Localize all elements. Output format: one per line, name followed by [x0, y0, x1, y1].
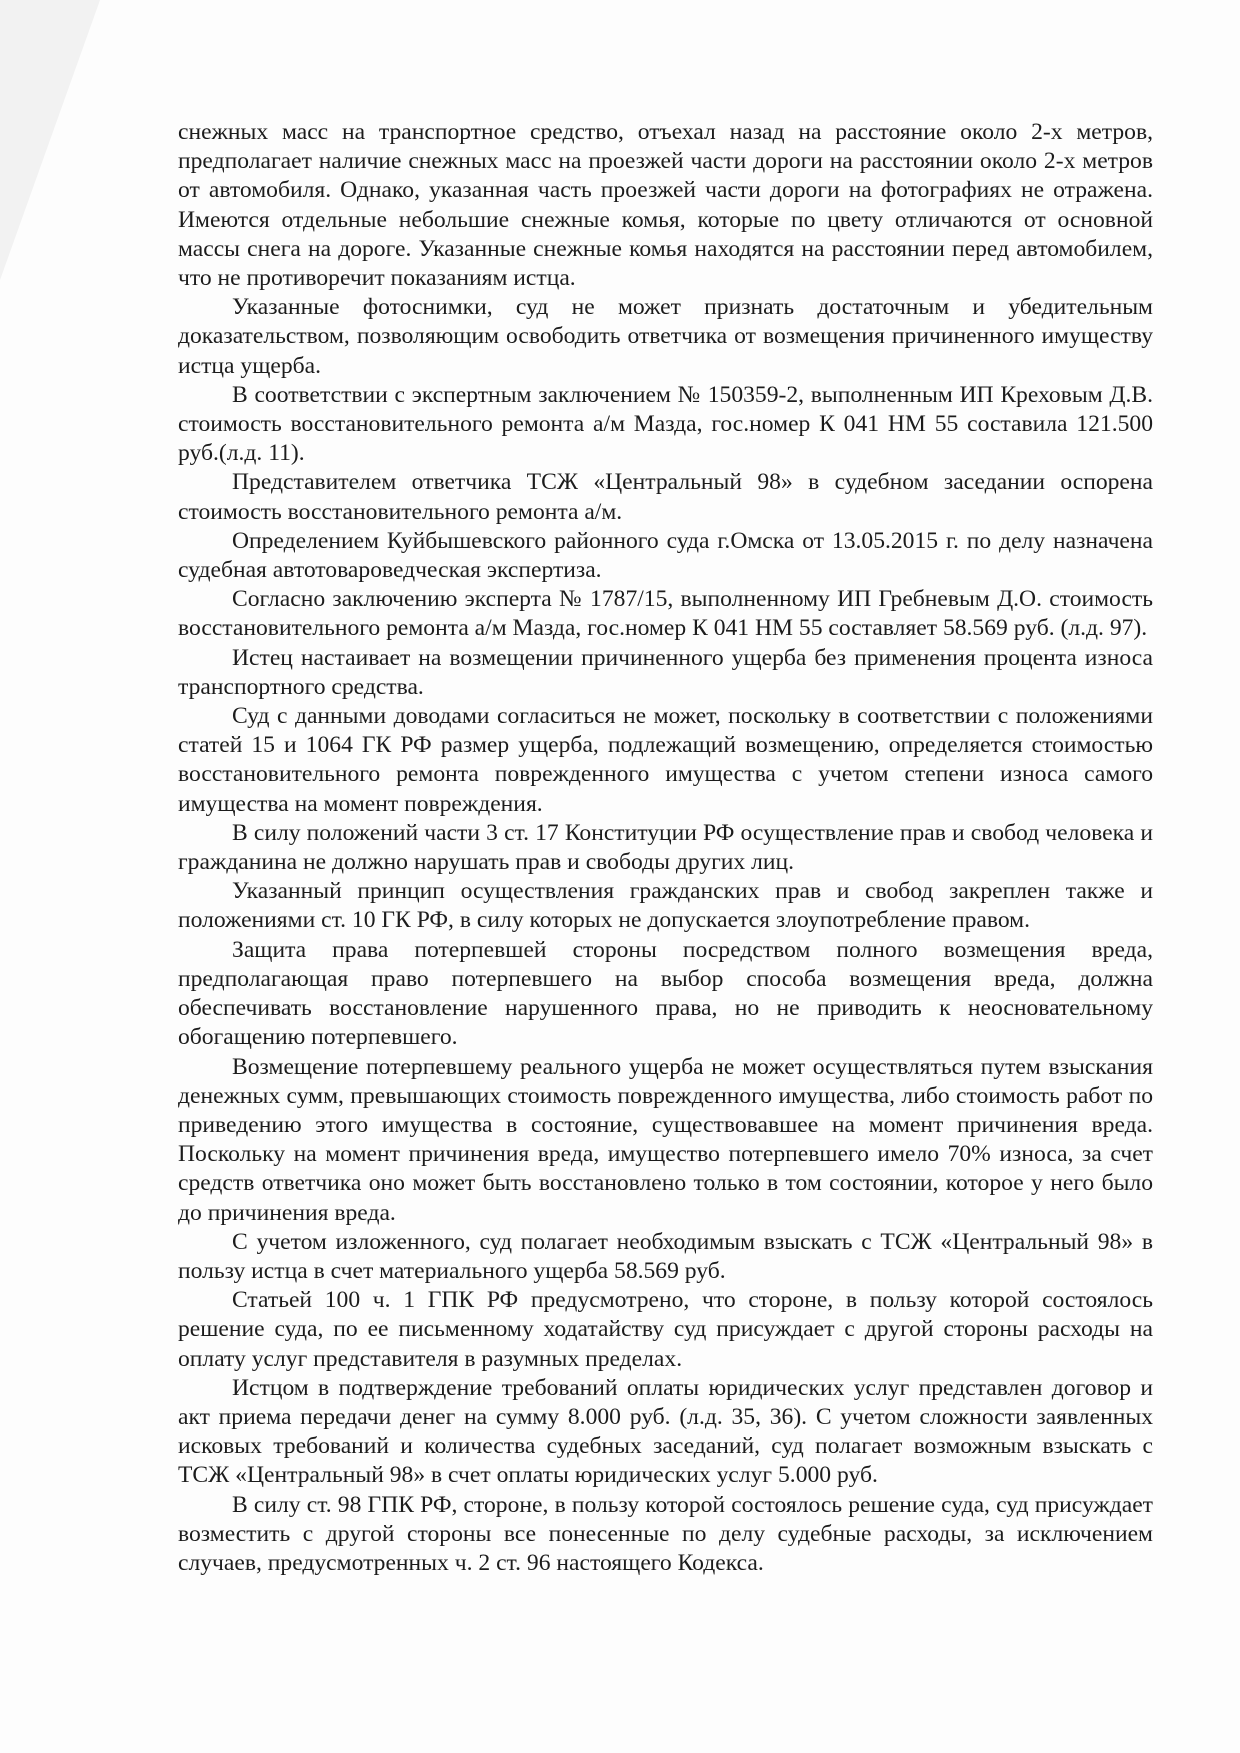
paragraph-14: Статьей 100 ч. 1 ГПК РФ предусмотрено, что стороне, в пользу которой состоялось решение суда, по ее письменному ходатайству суд присуждает с другой стороны расходы на оплату услуг представителя в разумных пределах.	[178, 1287, 1153, 1372]
paragraph-16: В силу ст. 98 ГПК РФ, стороне, в пользу которой состоялось решение суда, суд присуждает возместить с другой стороны все понесенные по делу судебные расходы, за исключением случаев, предусмотренных ч. 2 ст. 96 настоящего Кодекса.	[178, 1491, 1153, 1576]
paragraph-1: снежных масс на транспортное средство, отъехал назад на расстояние около 2-х метров, предполагает наличие снежных масс на проезжей части дороги на расстоянии около 2-х метров от автомобиля. Однако, указанная часть проезжей части дороги на фотографиях не отражена. Имеются отдельные небольшие снежные комья, которые по цвету отличаются от основной массы снега на дороге. Указанные снежные комья находятся на расстоянии перед автомобилем, что не противоречит показаниям истца.	[178, 119, 1153, 292]
scan-edge-shadow	[0, 0, 100, 280]
paragraph-3: В соответствии с экспертным заключением № 150359-2, выполненным ИП Креховым Д.В. стоимость восстановительного ремонта а/м Мазда, гос.номер К 041 НМ 55 составила 121.500 руб.(л.д. 11).	[178, 381, 1153, 467]
paragraph-5: Определением Куйбышевского районного суда г.Омска от 13.05.2015 г. по делу назначена судебная автотовароведческая экспертиза.	[178, 527, 1153, 584]
paragraph-13: С учетом изложенного, суд полагает необходимым взыскать с ТСЖ «Центральный 98» в пользу истца в счет материального ущерба 58.569 руб.	[178, 1228, 1153, 1284]
document-body	[178, 118, 1153, 1578]
paragraph-10: Указанный принцип осуществления гражданских прав и свобод закреплен также и положениями ст. 10 ГК РФ, в силу которых не допускается злоупотребление правом.	[178, 878, 1153, 934]
paragraph-15: Истцом в подтверждение требований оплаты юридических услуг представлен договор и акт приема передачи денег на сумму 8.000 руб. (л.д. 35, 36). С учетом сложности заявленных исковых требований и количества судебных заседаний, суд полагает возможным взыскать с ТСЖ «Центральный 98» в счет оплаты юридических услуг 5.000 руб.	[178, 1374, 1153, 1489]
paragraph-11: Защита права потерпевшей стороны посредством полного возмещения вреда, предполагающая право потерпевшего на выбор способа возмещения вреда, должна обеспечивать восстановление нарушенного права, но не приводить к неосновательному обогащению потерпевшего.	[178, 936, 1153, 1051]
paragraph-2: Указанные фотоснимки, суд не может признать достаточным и убедительным доказательством, позволяющим освободить ответчика от возмещения причиненного имуществу истца ущерба.	[178, 294, 1153, 379]
paragraph-4: Представителем ответчика ТСЖ «Центральный 98» в судебном заседании оспорена стоимость восстановительного ремонта а/м.	[178, 469, 1153, 525]
paragraph-7: Истец настаивает на возмещении причиненного ущерба без применения процента износа транспортного средства.	[178, 644, 1153, 700]
paragraph-8: Суд с данными доводами согласиться не может, поскольку в соответствии с положениями статей 15 и 1064 ГК РФ размер ущерба, подлежащий возмещению, определяется стоимостью восстановительного ремонта поврежденного имущества с учетом степени износа самого имущества на момент повреждения.	[178, 703, 1153, 817]
paragraph-12: Возмещение потерпевшему реального ущерба не может осуществляться путем взыскания денежных сумм, превышающих стоимость поврежденного имущества, либо стоимость работ по приведению этого имущества в состояние, существовавшее на момент причинения вреда. Поскольку на момент причинения вреда, имущество потерпевшего имело 70% износа, за счет средств ответчика оно может быть восстановлено только в том состоянии, которое у него было до причинения вреда.	[178, 1053, 1153, 1226]
paragraph-9: В силу положений части 3 ст. 17 Конституции РФ осуществление прав и свобод человека и гражданина не должно нарушать прав и свободы других лиц.	[178, 819, 1153, 876]
paragraph-6: Согласно заключению эксперта № 1787/15, выполненному ИП Гребневым Д.О. стоимость восстановительного ремонта а/м Мазда, гос.номер К 041 НМ 55 составляет 58.569 руб. (л.д. 97).	[178, 586, 1153, 642]
